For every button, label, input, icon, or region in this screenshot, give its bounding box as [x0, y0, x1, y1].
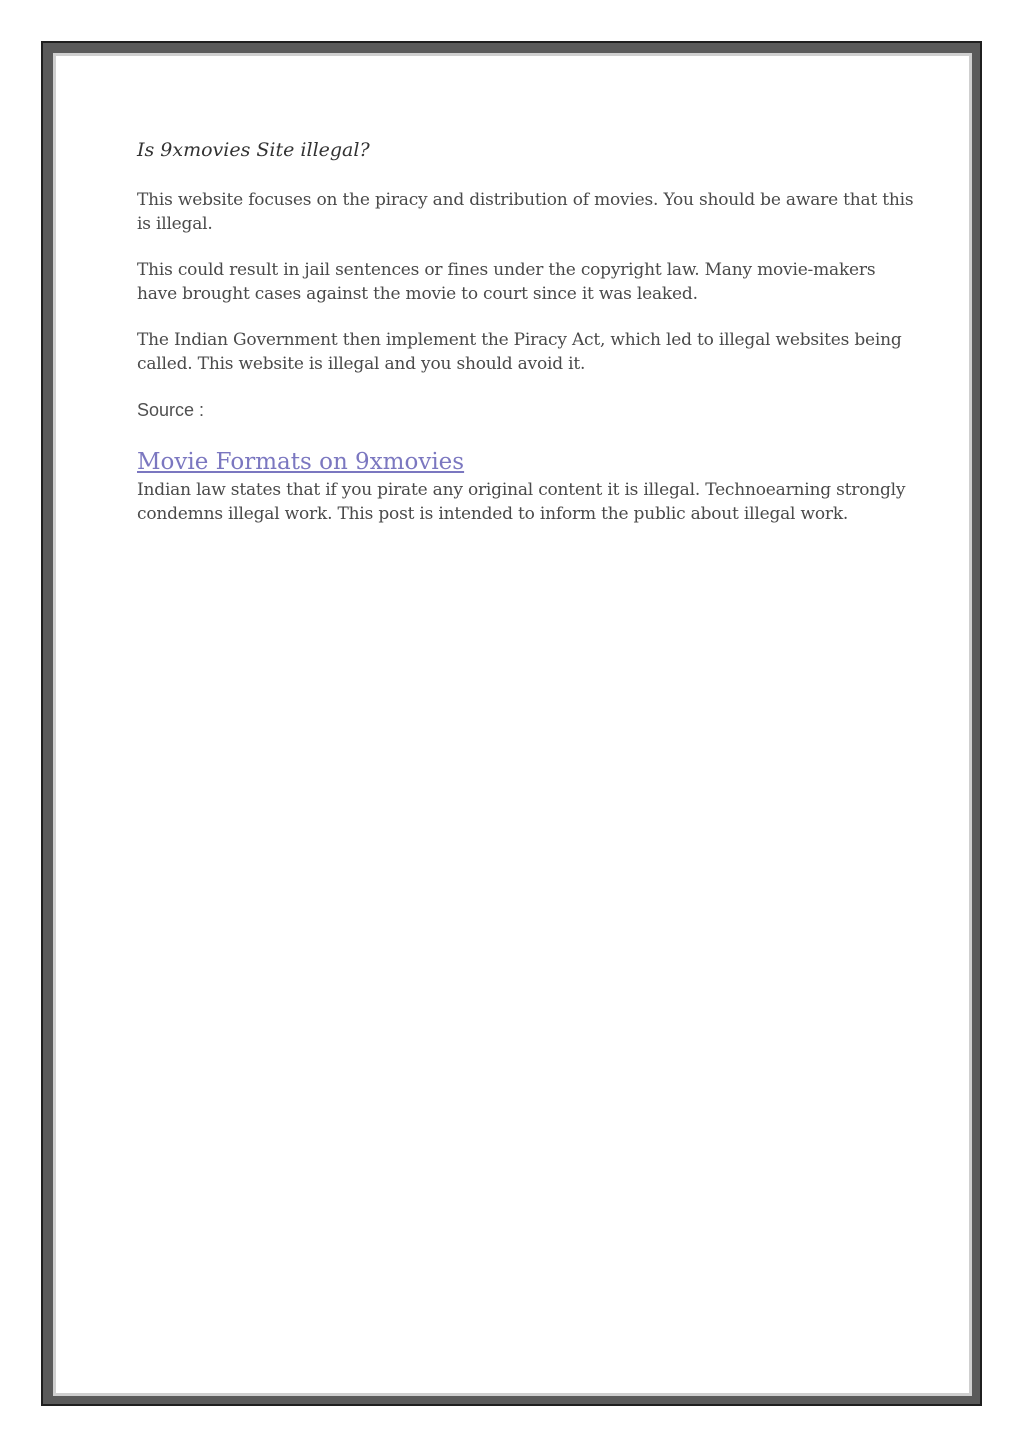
movie-formats-link[interactable]: Movie Formats on 9xmovies: [137, 449, 465, 475]
page-sheet: [56, 56, 969, 1393]
paragraph-government: The Indian Government then implement the Piracy Act, which led to illegal websites being called. This website is illegal and you should avoid it.: [137, 330, 902, 374]
paragraph-copyright: This could result in jail sentences or fines under the copyright law. Many movie-makers have brought cases against the movie to court since it was leaked.: [137, 260, 876, 304]
document-body: [137, 138, 917, 548]
section-heading: Is 9xmovies Site illegal?: [137, 139, 370, 161]
page-frame: [41, 41, 982, 1406]
paragraph-disclaimer: Indian law states that if you pirate any original content it is illegal. Technoearning strongly condemns illegal work. This post is intended to inform the public about illegal work.: [137, 480, 906, 524]
paragraph-piracy: This website focuses on the piracy and distribution of movies. You should be aware that this is illegal.: [137, 190, 914, 234]
source-label: Source :: [137, 400, 205, 420]
